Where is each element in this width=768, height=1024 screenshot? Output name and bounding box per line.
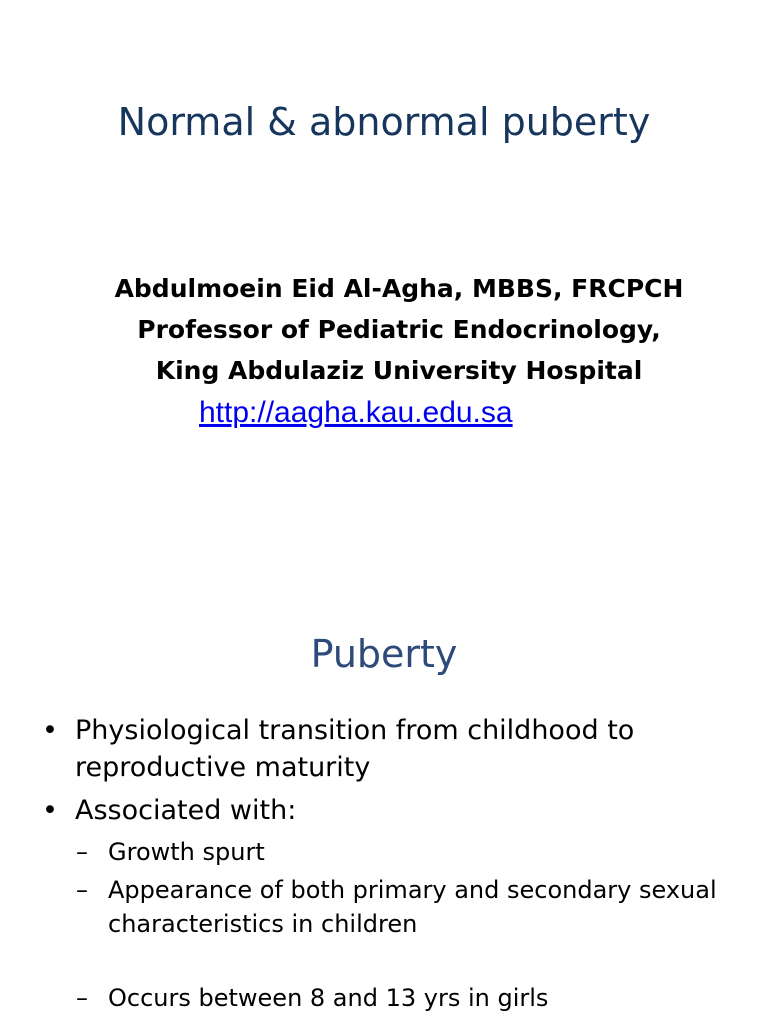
slide-title-heading: Normal & abnormal puberty [117,100,651,144]
sub-bullet-text: Occurs between 8 and 13 yrs in girls [108,984,549,1012]
sub-bullet-item [0,835,768,869]
dash-icon: – [76,984,88,1012]
website-link[interactable]: http://aagha.kau.edu.sa [199,396,513,429]
dash-icon: – [76,838,88,866]
bullet-dot-icon: • [42,795,58,826]
sub-bullet-item [0,873,768,941]
bullet-item [0,792,768,829]
bullet-text: Physiological transition from childhood to reproductive maturity [75,715,635,783]
author-affiliation: King Abdulaziz University Hospital [155,356,643,385]
author-name: Abdulmoein Eid Al-Agha, MBBS, FRCPCH [114,274,684,303]
spacer [0,945,768,981]
sub-bullet-text: Appearance of both primary and secondary sexual characteristics in children [108,876,717,938]
slide-puberty [0,576,768,1024]
bullet-dot-icon: • [42,715,58,746]
sub-bullet-item [0,981,768,1015]
bullet-text: Associated with: [75,795,297,826]
dash-icon: – [76,876,88,904]
sub-bullet-text: Growth spurt [108,838,265,866]
bullet-item [0,712,768,786]
author-block [0,268,768,391]
bullet-list [0,712,768,1019]
author-position: Professor of Pediatric Endocrinology, [137,315,661,344]
puberty-heading: Puberty [310,632,458,676]
